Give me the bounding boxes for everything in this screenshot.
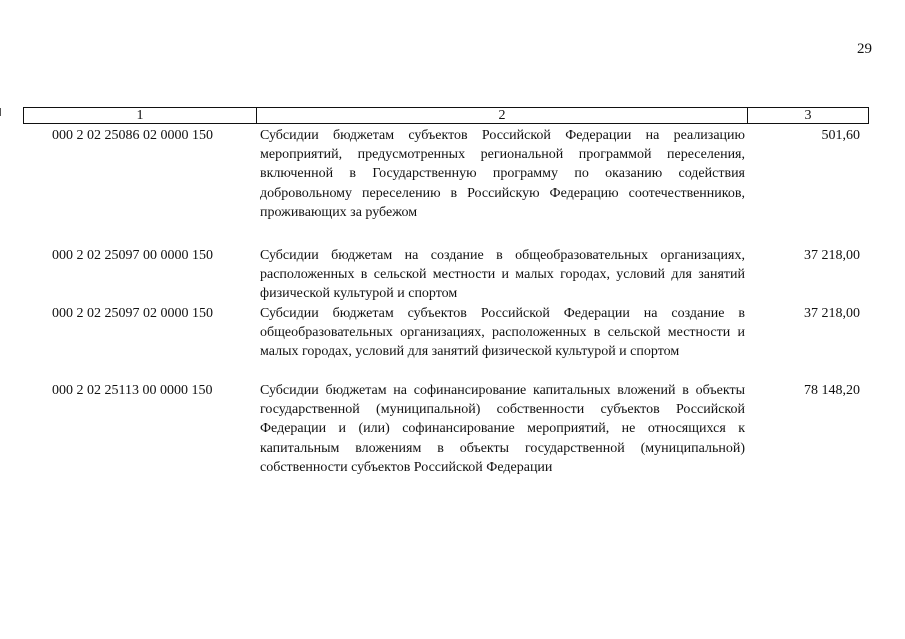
row-description: Субсидии бюджетам субъектов Российской Федерации на реализацию мероприятий, предусмотренных региональной программой переселения, включенной в Государственную программу по оказанию содействия добровольному переселению в Российскую Федерацию соотечественников, проживающих за рубежом	[260, 128, 745, 220]
row-amount: 37 218,00	[804, 306, 860, 321]
budget-code: 000 2 02 25086 02 0000 150	[52, 128, 213, 143]
row-amount: 78 148,20	[804, 383, 860, 398]
table-header	[23, 107, 869, 124]
table-row	[23, 246, 869, 304]
table-row	[23, 126, 869, 246]
row-description: Субсидии бюджетам субъектов Российской Федерации на создание в общеобразовательных организациях, расположенных в сельской местности и малых городах, условий для занятий физической культурой и спортом	[260, 306, 745, 360]
budget-code: 000 2 02 25097 00 0000 150	[52, 248, 213, 263]
row-description: Субсидии бюджетам на создание в общеобразовательных организациях, расположенных в сельской местности и малых городах, условий для занятий физической культурой и спортом	[260, 248, 745, 302]
page-number: 29	[857, 41, 872, 57]
row-amount: 37 218,00	[804, 248, 860, 263]
budget-code: 000 2 02 25113 00 0000 150	[52, 383, 213, 398]
header-col-1: 1	[24, 108, 257, 123]
budget-code: 000 2 02 25097 02 0000 150	[52, 306, 213, 321]
table-row	[23, 304, 869, 381]
header-col-2: 2	[257, 108, 748, 123]
row-amount: 501,60	[821, 128, 860, 143]
scan-edge-mark	[0, 108, 5, 116]
row-description: Субсидии бюджетам на софинансирование капитальных вложений в объекты государственной (муниципальной) собственности субъектов Российской Федерации и (или) софинансирование мероприятий, не относящихся к капитальным вложениям в объекты государственной (муниципальной) собственности субъектов Российской Федерации	[260, 383, 745, 475]
table-body	[23, 126, 869, 477]
header-col-3: 3	[804, 108, 812, 123]
table-row	[23, 381, 869, 477]
